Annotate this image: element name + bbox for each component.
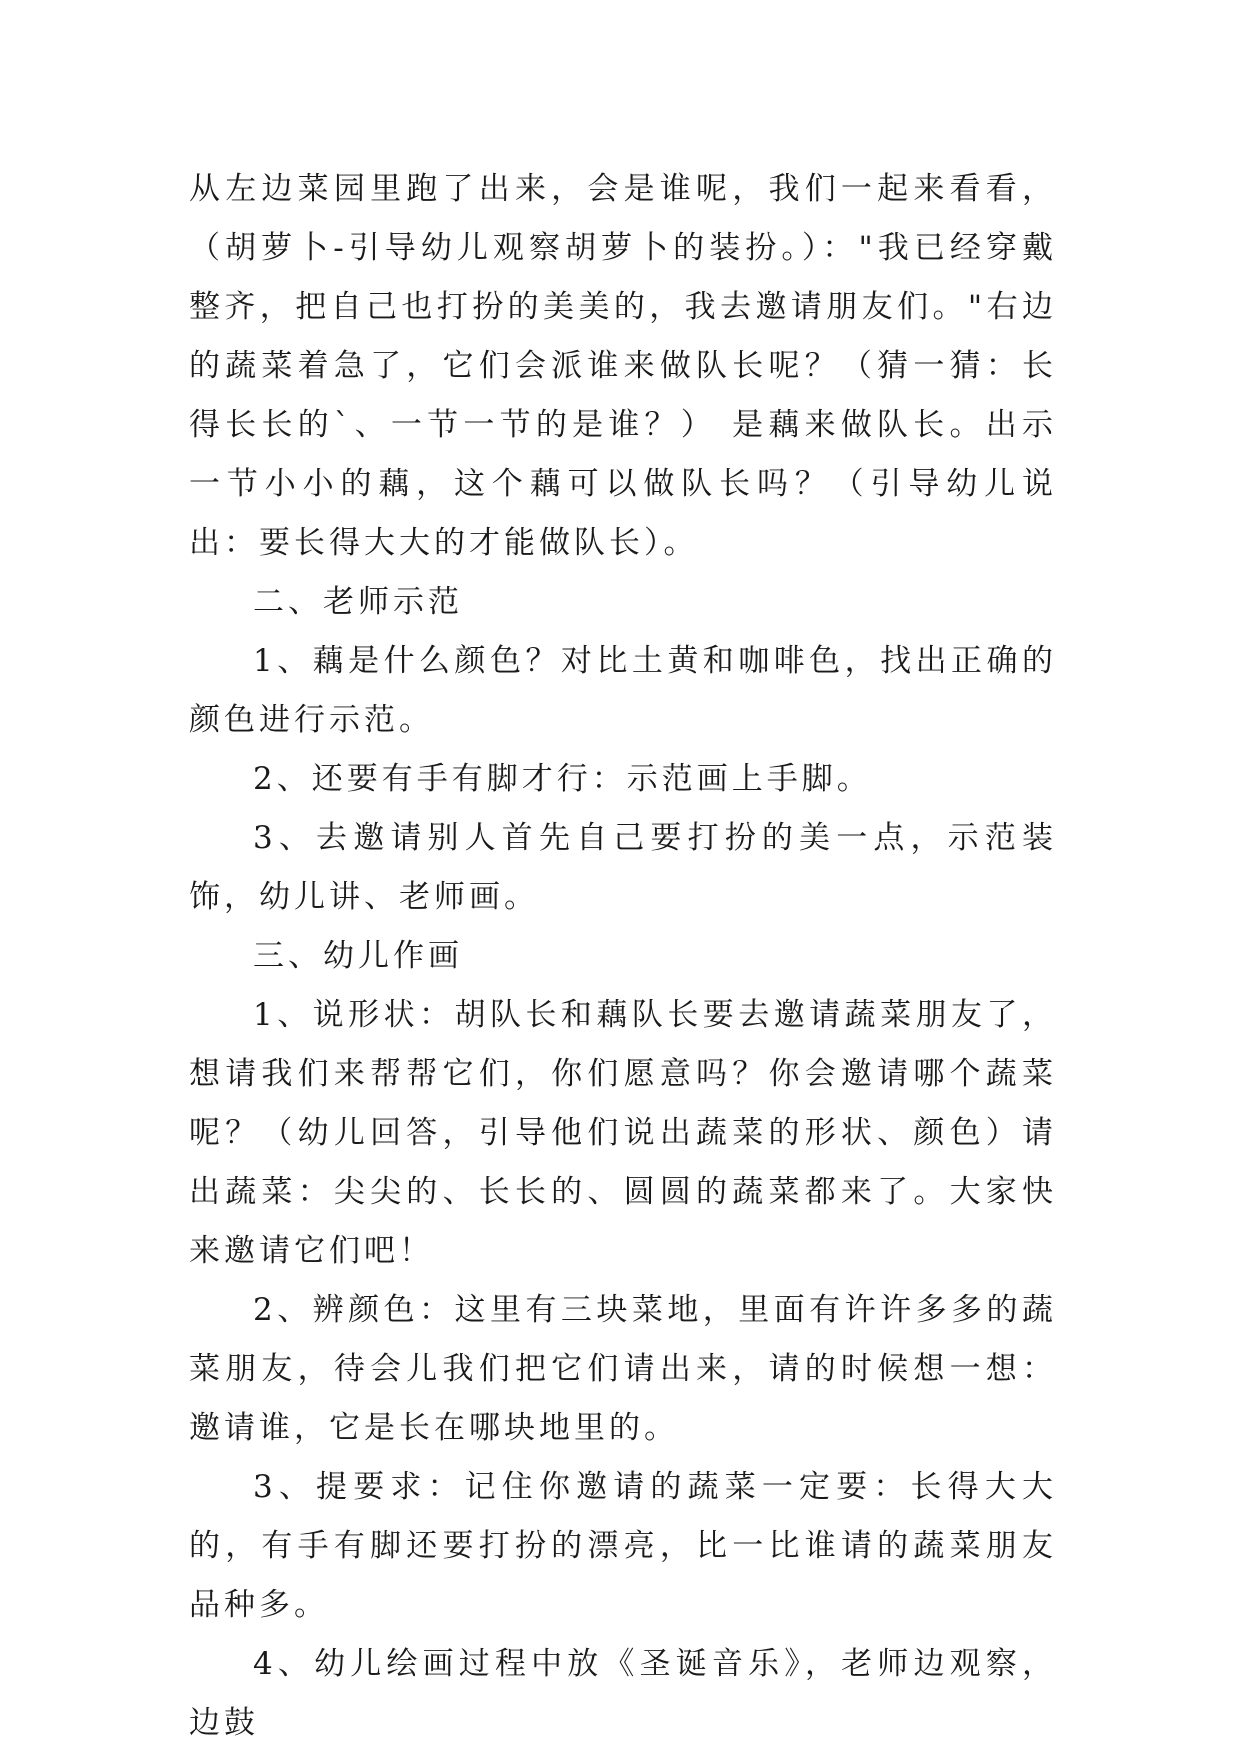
paragraph: 4、幼儿绘画过程中放《圣诞音乐》，老师边观察，边鼓 bbox=[189, 1646, 1057, 1741]
paragraph: 3、提要求：记住你邀请的蔬菜一定要：长得大大的，有手有脚还要打扮的漂亮，比一比谁请的蔬菜朋友品种多。 bbox=[189, 1469, 1057, 1623]
paragraph: 1、藕是什么颜色？对比土黄和咖啡色，找出正确的颜色进行示范。 bbox=[189, 643, 1057, 738]
paragraph: 1、说形状：胡队长和藕队长要去邀请蔬菜朋友了，想请我们来帮帮它们，你们愿意吗？你会邀请哪个蔬菜呢？（幼儿回答，引导他们说出蔬菜的形状、颜色）请出蔬菜：尖尖的、长长的、圆圆的蔬菜都来了。大家快来邀请它们吧！ bbox=[189, 997, 1057, 1269]
section-heading: 三、幼儿作画 bbox=[253, 938, 463, 974]
paragraph: 从左边菜园里跑了出来，会是谁呢，我们一起来看看，（胡萝卜-引导幼儿观察胡萝卜的装扮。）："我已经穿戴整齐，把自己也打扮的美美的，我去邀请朋友们。"右边的蔬菜着急了，它们会派谁来做队长呢？（猜一猜：长得长长的`、一节一节的是谁？） 是藕来做队长。出示一节小小的藕，这个藕可以做队长吗？（引导幼儿说出：要长得大大的才能做队长）。 bbox=[189, 171, 1057, 561]
section-heading: 二、老师示范 bbox=[253, 584, 463, 620]
paragraph: 3、去邀请别人首先自己要打扮的美一点，示范装饰，幼儿讲、老师画。 bbox=[189, 820, 1057, 915]
paragraph: 2、还要有手有脚才行：示范画上手脚。 bbox=[253, 761, 872, 797]
document-body bbox=[189, 160, 1057, 1753]
paragraph: 2、辨颜色：这里有三块菜地，里面有许许多多的蔬菜朋友，待会儿我们把它们请出来，请的时候想一想：邀请谁，它是长在哪块地里的。 bbox=[189, 1292, 1057, 1446]
